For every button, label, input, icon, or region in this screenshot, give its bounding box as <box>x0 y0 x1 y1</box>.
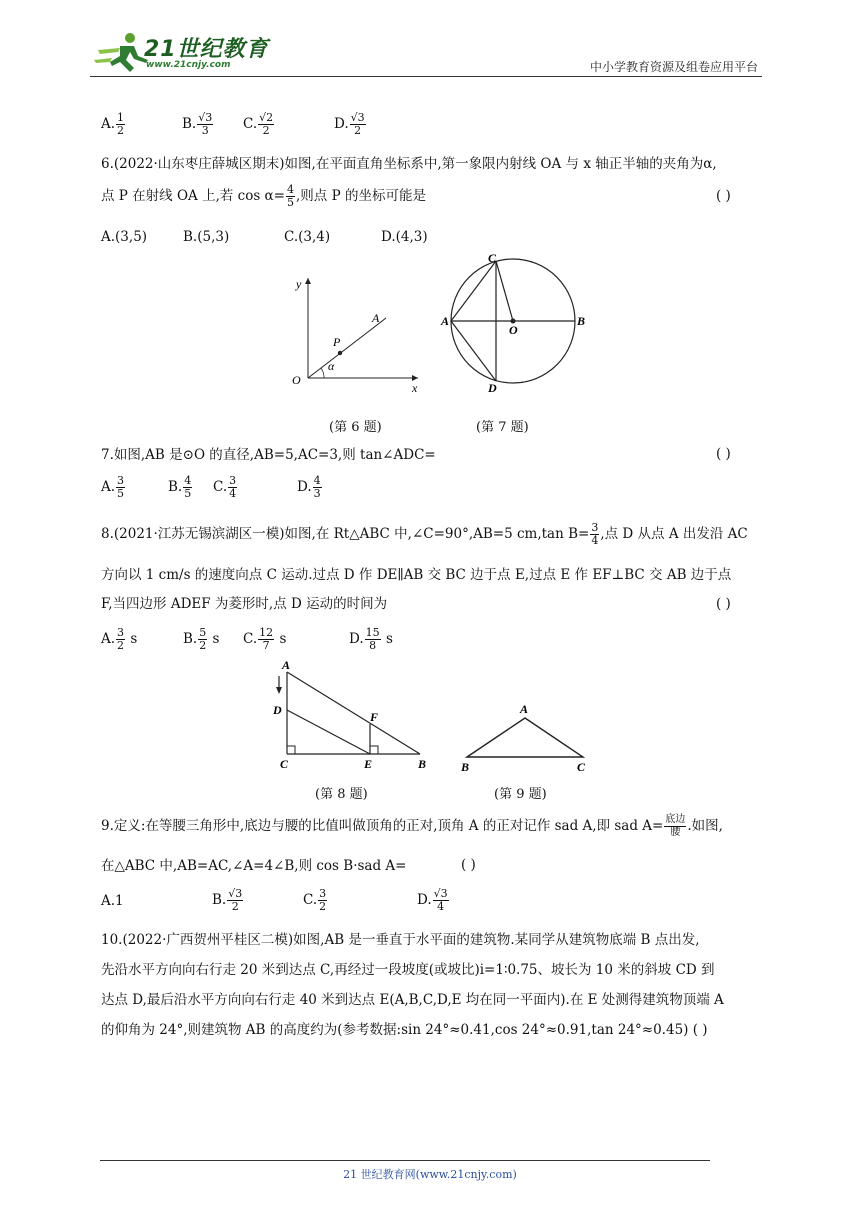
q9-caption: (第 9 题) <box>494 787 547 802</box>
q8-option-a: A. $\frac{3}{2}$ s <box>101 626 138 652</box>
q10-text-line2: 先沿水平方向向右行走 20 米到达点 C,再经过一段坡度(或坡比)i=1∶0.75、坡长为 10 米的斜坡 CD 到 <box>101 962 715 978</box>
q6-option-d: D.(4,3) <box>381 229 428 245</box>
q7-option-d: D. $\frac{4}{3}$ <box>297 474 321 500</box>
q8-caption: (第 8 题) <box>315 787 368 802</box>
q9-text-line2: 在△ABC 中,AB=AC,∠A=4∠B,则 cos B·sad A= <box>101 858 407 874</box>
q8-text-line2: 方向以 1 cm/s 的速度向点 C 运动.过点 D 作 DE∥AB 交 BC 边于点 E,过点 E 作 EF⊥BC 交 AB 边于点 <box>101 567 732 583</box>
q7-option-a: A. $\frac{3}{5}$ <box>101 474 125 500</box>
q7-fig-label-d: D <box>488 381 497 395</box>
q7-text-line1: 7.如图,AB 是⊙O 的直径,AB=5,AC=3,则 tan∠ADC= <box>101 447 436 463</box>
q7-option-b: B. $\frac{4}{5}$ <box>168 474 192 500</box>
q9-option-b: B. $\frac{√3}{2}$ <box>212 887 243 913</box>
header <box>90 28 762 80</box>
q6-caption: (第 6 题) <box>329 420 382 435</box>
q5-option-a: A. $\frac{1}{2}$ <box>101 111 125 137</box>
q6-fig-label-o: O <box>292 373 301 387</box>
q6-fig-label-p: P <box>333 335 341 349</box>
q9-fig-label-a: A <box>520 702 529 716</box>
footer-rule <box>100 1160 710 1161</box>
q10-text-line3: 达点 D,最后沿水平方向向右行走 40 米到达点 E(A,B,C,D,E 均在同一平面内).在 E 处测得建筑物顶端 A <box>101 992 724 1008</box>
header-rule <box>90 76 762 77</box>
q6-option-b: B.(5,3) <box>183 229 230 245</box>
q9-answer-paren: ( ) <box>461 857 476 873</box>
q7-answer-paren: ( ) <box>716 446 731 462</box>
q9-option-c: C. $\frac{3}{2}$ <box>303 887 327 913</box>
q8-option-b: B. $\frac{5}{2}$ s <box>183 626 220 652</box>
q5-option-d: D. $\frac{√3}{2}$ <box>334 111 365 137</box>
q8-text-line3: F,当四边形 ADEF 为菱形时,点 D 运动的时间为 <box>101 596 388 612</box>
q8-text-line1: 8.(2021·江苏无锡滨湖区一模)如图,在 Rt△ABC 中,∠C=90°,AB=5 cm,tan B= $\frac{3}{4}$ ,点 D 从点 A 出发沿 AC <box>101 521 748 547</box>
q6-answer-paren: ( ) <box>716 188 731 204</box>
q9-fig-label-b: B <box>461 760 470 774</box>
q6-option-c: C.(3,4) <box>284 229 331 245</box>
q6-text-line2: 点 P 在射线 OA 上,若 cos α= $\frac{4}{5}$ ,则点 P 的坐标可能是 <box>101 183 426 209</box>
q6-fig-label-alpha: α <box>328 359 335 373</box>
q8-figure <box>270 658 440 773</box>
q9-text-line1: 9.定义:在等腰三角形中,底边与腰的比值叫做顶角的正对,顶角 A 的正对记作 sad A,即 sad A= $\frac{\text{底边}}{\text{腰}}$ .如图, <box>101 814 723 838</box>
q9-fig-label-c: C <box>577 760 586 774</box>
q6-fig-label-y: y <box>296 277 302 291</box>
q10-text-line4: 的仰角为 24°,则建筑物 AB 的高度约为(参考数据:sin 24°≈0.41,cos 24°≈0.91,tan 24°≈0.45) ( ) <box>101 1022 708 1038</box>
footer-text: 21 世纪教育网(www.21cnjy.com) <box>343 1168 517 1181</box>
q9-figure <box>455 700 595 775</box>
q6-fig-label-x: x <box>412 381 418 395</box>
q7-fig-label-b: B <box>577 314 586 328</box>
logo-title: 21世纪教育 <box>144 37 269 62</box>
q5-option-c: C. $\frac{√2}{2}$ <box>243 111 274 137</box>
q7-figure <box>438 250 598 398</box>
q7-caption: (第 7 题) <box>476 420 529 435</box>
q8-option-c: C. $\frac{12}{7}$ s <box>243 626 287 652</box>
q9-option-d: D. $\frac{√3}{4}$ <box>417 887 448 913</box>
q8-fig-label-d: D <box>273 703 282 717</box>
q8-fig-label-f: F <box>370 710 379 724</box>
q8-fig-label-e: E <box>364 757 373 771</box>
logo-url: www.21cnjy.com <box>146 60 231 70</box>
q6-figure <box>278 270 428 395</box>
q10-text-line1: 10.(2022·广西贺州平桂区二模)如图,AB 是一垂直于水平面的建筑物.某同学从建筑物底端 B 点出发, <box>101 932 700 948</box>
q8-fig-label-a: A <box>282 658 291 672</box>
q8-fig-label-b: B <box>418 757 427 771</box>
q6-text-line1: 6.(2022·山东枣庄薛城区期末)如图,在平面直角坐标系中,第一象限内射线 OA 与 x 轴正半轴的夹角为α, <box>101 156 717 172</box>
q5-option-b: B. $\frac{√3}{3}$ <box>182 111 213 137</box>
q8-answer-paren: ( ) <box>716 596 731 612</box>
q8-option-d: D. $\frac{15}{8}$ s <box>349 626 393 652</box>
q7-fig-label-c: C <box>488 251 497 265</box>
q8-fig-label-c: C <box>280 757 289 771</box>
q6-fig-label-a: A <box>372 311 380 325</box>
q9-option-a: A.1 <box>101 893 124 909</box>
q7-option-c: C. $\frac{3}{4}$ <box>213 474 237 500</box>
header-platform: 中小学教育资源及组卷应用平台 <box>589 60 758 74</box>
q7-fig-label-o: O <box>509 323 518 337</box>
q6-option-a: A.(3,5) <box>101 229 148 245</box>
q7-fig-label-a: A <box>441 314 450 328</box>
